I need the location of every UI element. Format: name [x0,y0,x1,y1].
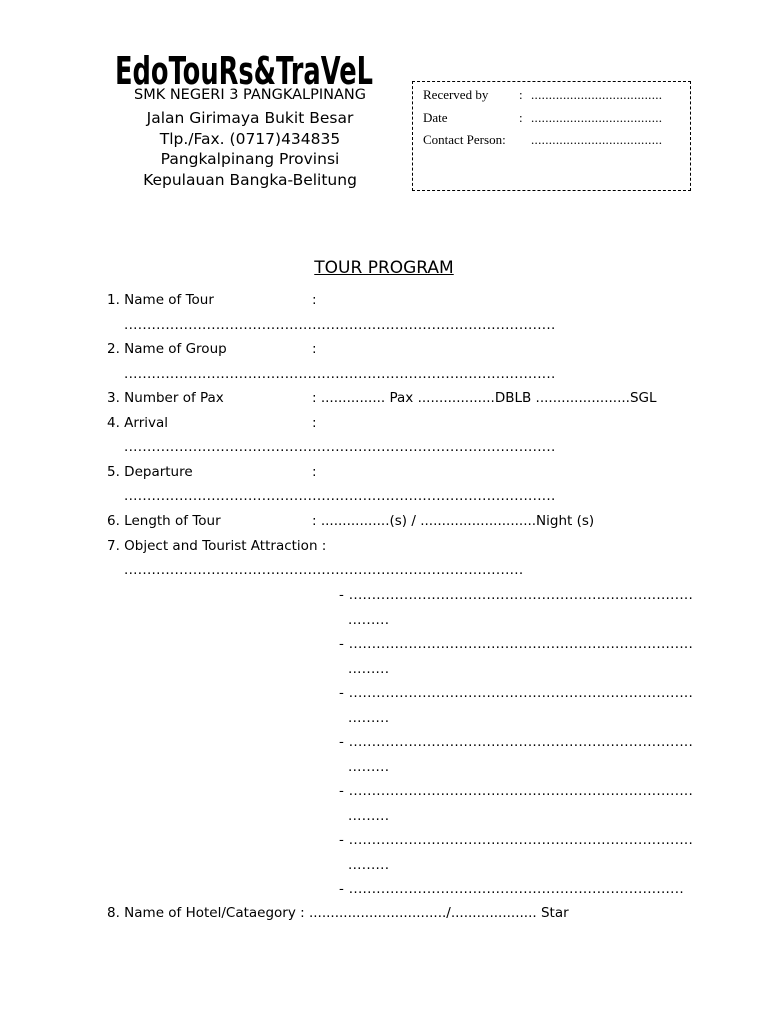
date-row[interactable]: Date : ..................................... [423,110,663,125]
label-departure: 5. Departure [107,464,193,480]
school-name: SMK NEGERI 3 PANGKALPINANG [134,87,366,103]
field-name-of-tour[interactable]: .............................................................................................. [124,317,556,333]
attraction-bullet-4-cont: ......... [348,759,390,775]
address-city: Pangkalpinang Provinsi [160,150,340,168]
field-departure[interactable]: .............................................................................................. [124,488,556,504]
label-length-of-tour: 6. Length of Tour [107,513,221,529]
colon-name-of-group: : [312,341,317,357]
address-phone: Tlp./Fax. (0717)434835 [159,129,341,148]
attraction-bullet-4[interactable]: - ........................................................................... [339,734,694,750]
colon-name-of-tour: : [312,292,317,308]
attraction-bullet-1-cont: ......... [348,612,390,628]
label-object-attraction: 7. Object and Tourist Attraction : [107,538,327,554]
colon-arrival: : [312,415,317,431]
attraction-bullet-2[interactable]: - ........................................................................... [339,636,694,652]
attraction-bullet-6-cont: ......... [348,857,390,873]
attraction-bullet-5-cont: ......... [348,808,390,824]
field-object-attraction[interactable]: ....................................................................................... [124,562,524,578]
label-name-of-tour: 1. Name of Tour [107,292,214,308]
address-province: Kepulauan Bangka-Belitung [143,170,357,189]
logo-wordmark: EdoTouRs&TraVeL [115,49,373,90]
attraction-bullet-2-cont: ......... [348,661,390,677]
field-hotel-category[interactable]: 8. Name of Hotel/Cataegory : ................................/.................... Star [107,905,569,921]
received-box [412,81,691,191]
received-by-row[interactable]: Recerved by : ..................................... [423,87,663,102]
field-number-of-pax[interactable]: : ............... Pax ..................DBLB ......................SGL [312,390,657,406]
attraction-bullet-6[interactable]: - ........................................................................... [339,832,694,848]
label-arrival: 4. Arrival [107,415,169,431]
attraction-bullet-3-cont: ......... [348,710,390,726]
label-number-of-pax: 3. Number of Pax [107,390,224,406]
attraction-bullet-7[interactable]: - ......................................................................... [339,881,684,897]
field-length-of-tour[interactable]: : ................(s) / ...........................Night (s) [312,513,595,529]
attraction-bullet-3[interactable]: - ........................................................................... [339,685,694,701]
organization-address [100,86,400,190]
attraction-bullet-5[interactable]: - ........................................................................... [339,783,694,799]
label-name-of-group: 2. Name of Group [107,341,227,357]
field-arrival[interactable]: .............................................................................................. [124,439,556,455]
address-street: Jalan Girimaya Bukit Besar [146,109,354,127]
attraction-bullet-1[interactable]: - ........................................................................... [339,587,694,603]
field-name-of-group[interactable]: .............................................................................................. [124,366,556,382]
company-logo [113,40,377,90]
colon-departure: : [312,464,317,480]
contact-person-row[interactable]: Contact Person: ..................................... [423,132,663,147]
page-title: TOUR PROGRAM [314,258,454,278]
